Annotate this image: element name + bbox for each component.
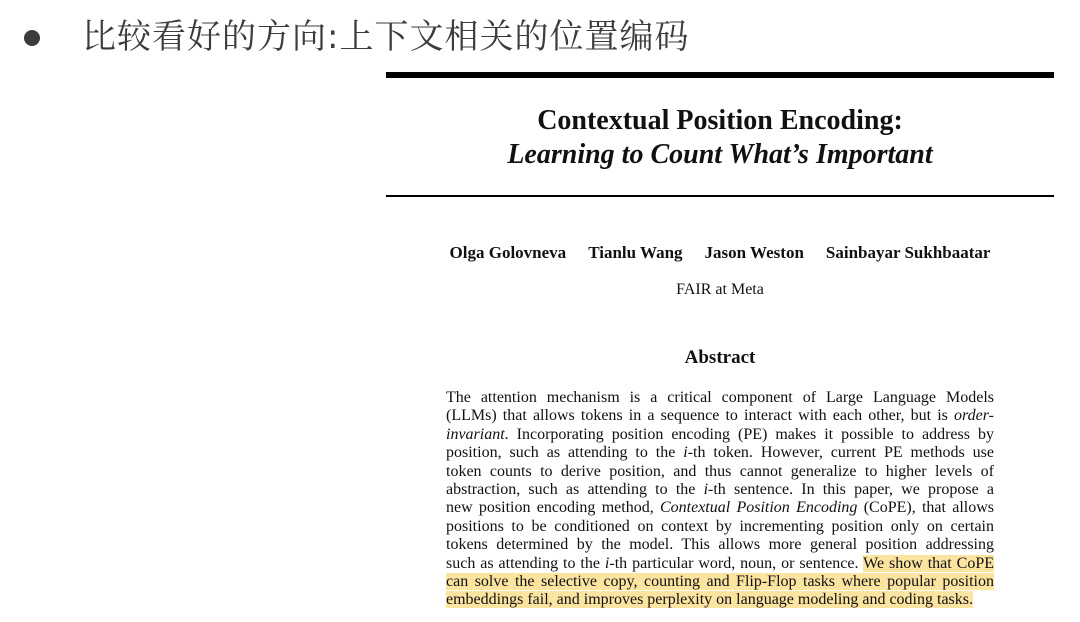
abstract-italic-text: order-: [954, 407, 994, 425]
abstract-line: [446, 389, 994, 407]
abstract-line: [446, 407, 994, 425]
abstract-line: [446, 591, 994, 609]
abstract-text: (CoPE), that allows: [857, 499, 995, 517]
abstract-text: new position encoding method,: [446, 499, 660, 517]
top-rule: [386, 72, 1054, 78]
abstract-line: [446, 573, 994, 591]
abstract-line: [446, 518, 994, 536]
author-name: Sainbayar Sukhbaatar: [825, 243, 991, 262]
abstract-text: -th token. However, current PE methods use: [687, 444, 995, 462]
author-name: Jason Weston: [704, 243, 804, 262]
abstract-text: token counts to derive position, and thus cannot generalize to higher levels of: [446, 462, 994, 480]
author-name: Tianlu Wang: [588, 243, 683, 262]
paper-title: Contextual Position Encoding:: [537, 105, 903, 136]
paper-subtitle: Learning to Count What’s Important: [507, 139, 933, 170]
abstract-italic-text: i: [683, 444, 688, 462]
author-list: [386, 242, 1054, 264]
title-rule: [386, 195, 1054, 197]
abstract-line: [446, 536, 994, 554]
abstract-line: [446, 499, 994, 517]
abstract-line: [446, 481, 994, 499]
highlighted-text: embeddings fail, and improves perplexity on language modeling and coding tasks.: [446, 591, 973, 609]
highlighted-text: We show that CoPE: [863, 554, 994, 572]
abstract-text: (LLMs) that allows tokens in a sequence to interact with each other, but is: [446, 407, 955, 425]
abstract-text: The attention mechanism is a critical component of Large Language Models: [446, 389, 994, 406]
bullet-dot: [24, 30, 40, 46]
affiliation: FAIR at Meta: [676, 281, 764, 298]
abstract-italic-text: i: [703, 480, 709, 498]
abstract-line: [446, 463, 994, 481]
abstract-line: [446, 444, 994, 462]
abstract-text: -th particular word, noun, or sentence.: [609, 554, 864, 572]
abstract-text: -th sentence. In this paper, we propose a: [708, 480, 994, 498]
abstract-text: such as attending to the: [446, 554, 605, 572]
abstract-italic-text: Contextual Position Encoding: [659, 499, 858, 517]
abstract-line: [446, 555, 994, 573]
author-name: Olga Golovneva: [449, 243, 567, 262]
abstract-heading: Abstract: [684, 347, 756, 368]
abstract-text: abstraction, such as attending to the: [446, 480, 704, 498]
abstract-text: tokens determined by the model. This allows more general position addressing: [446, 536, 994, 554]
abstract-line: [446, 426, 994, 444]
abstract-text: positions to be conditioned on context by incrementing position only on certain: [446, 517, 994, 535]
abstract-body: [446, 389, 994, 610]
abstract-text: . Incorporating position encoding (PE) makes it possible to address by: [504, 425, 994, 443]
highlighted-text: can solve the selective copy, counting and Flip-Flop tasks where popular position: [446, 572, 994, 590]
slide-heading: 比较看好的方向:上下文相关的位置编码: [82, 17, 690, 57]
abstract-italic-text: invariant: [446, 425, 505, 443]
abstract-italic-text: i: [604, 554, 610, 572]
abstract-text: position, such as attending to the: [446, 444, 684, 462]
